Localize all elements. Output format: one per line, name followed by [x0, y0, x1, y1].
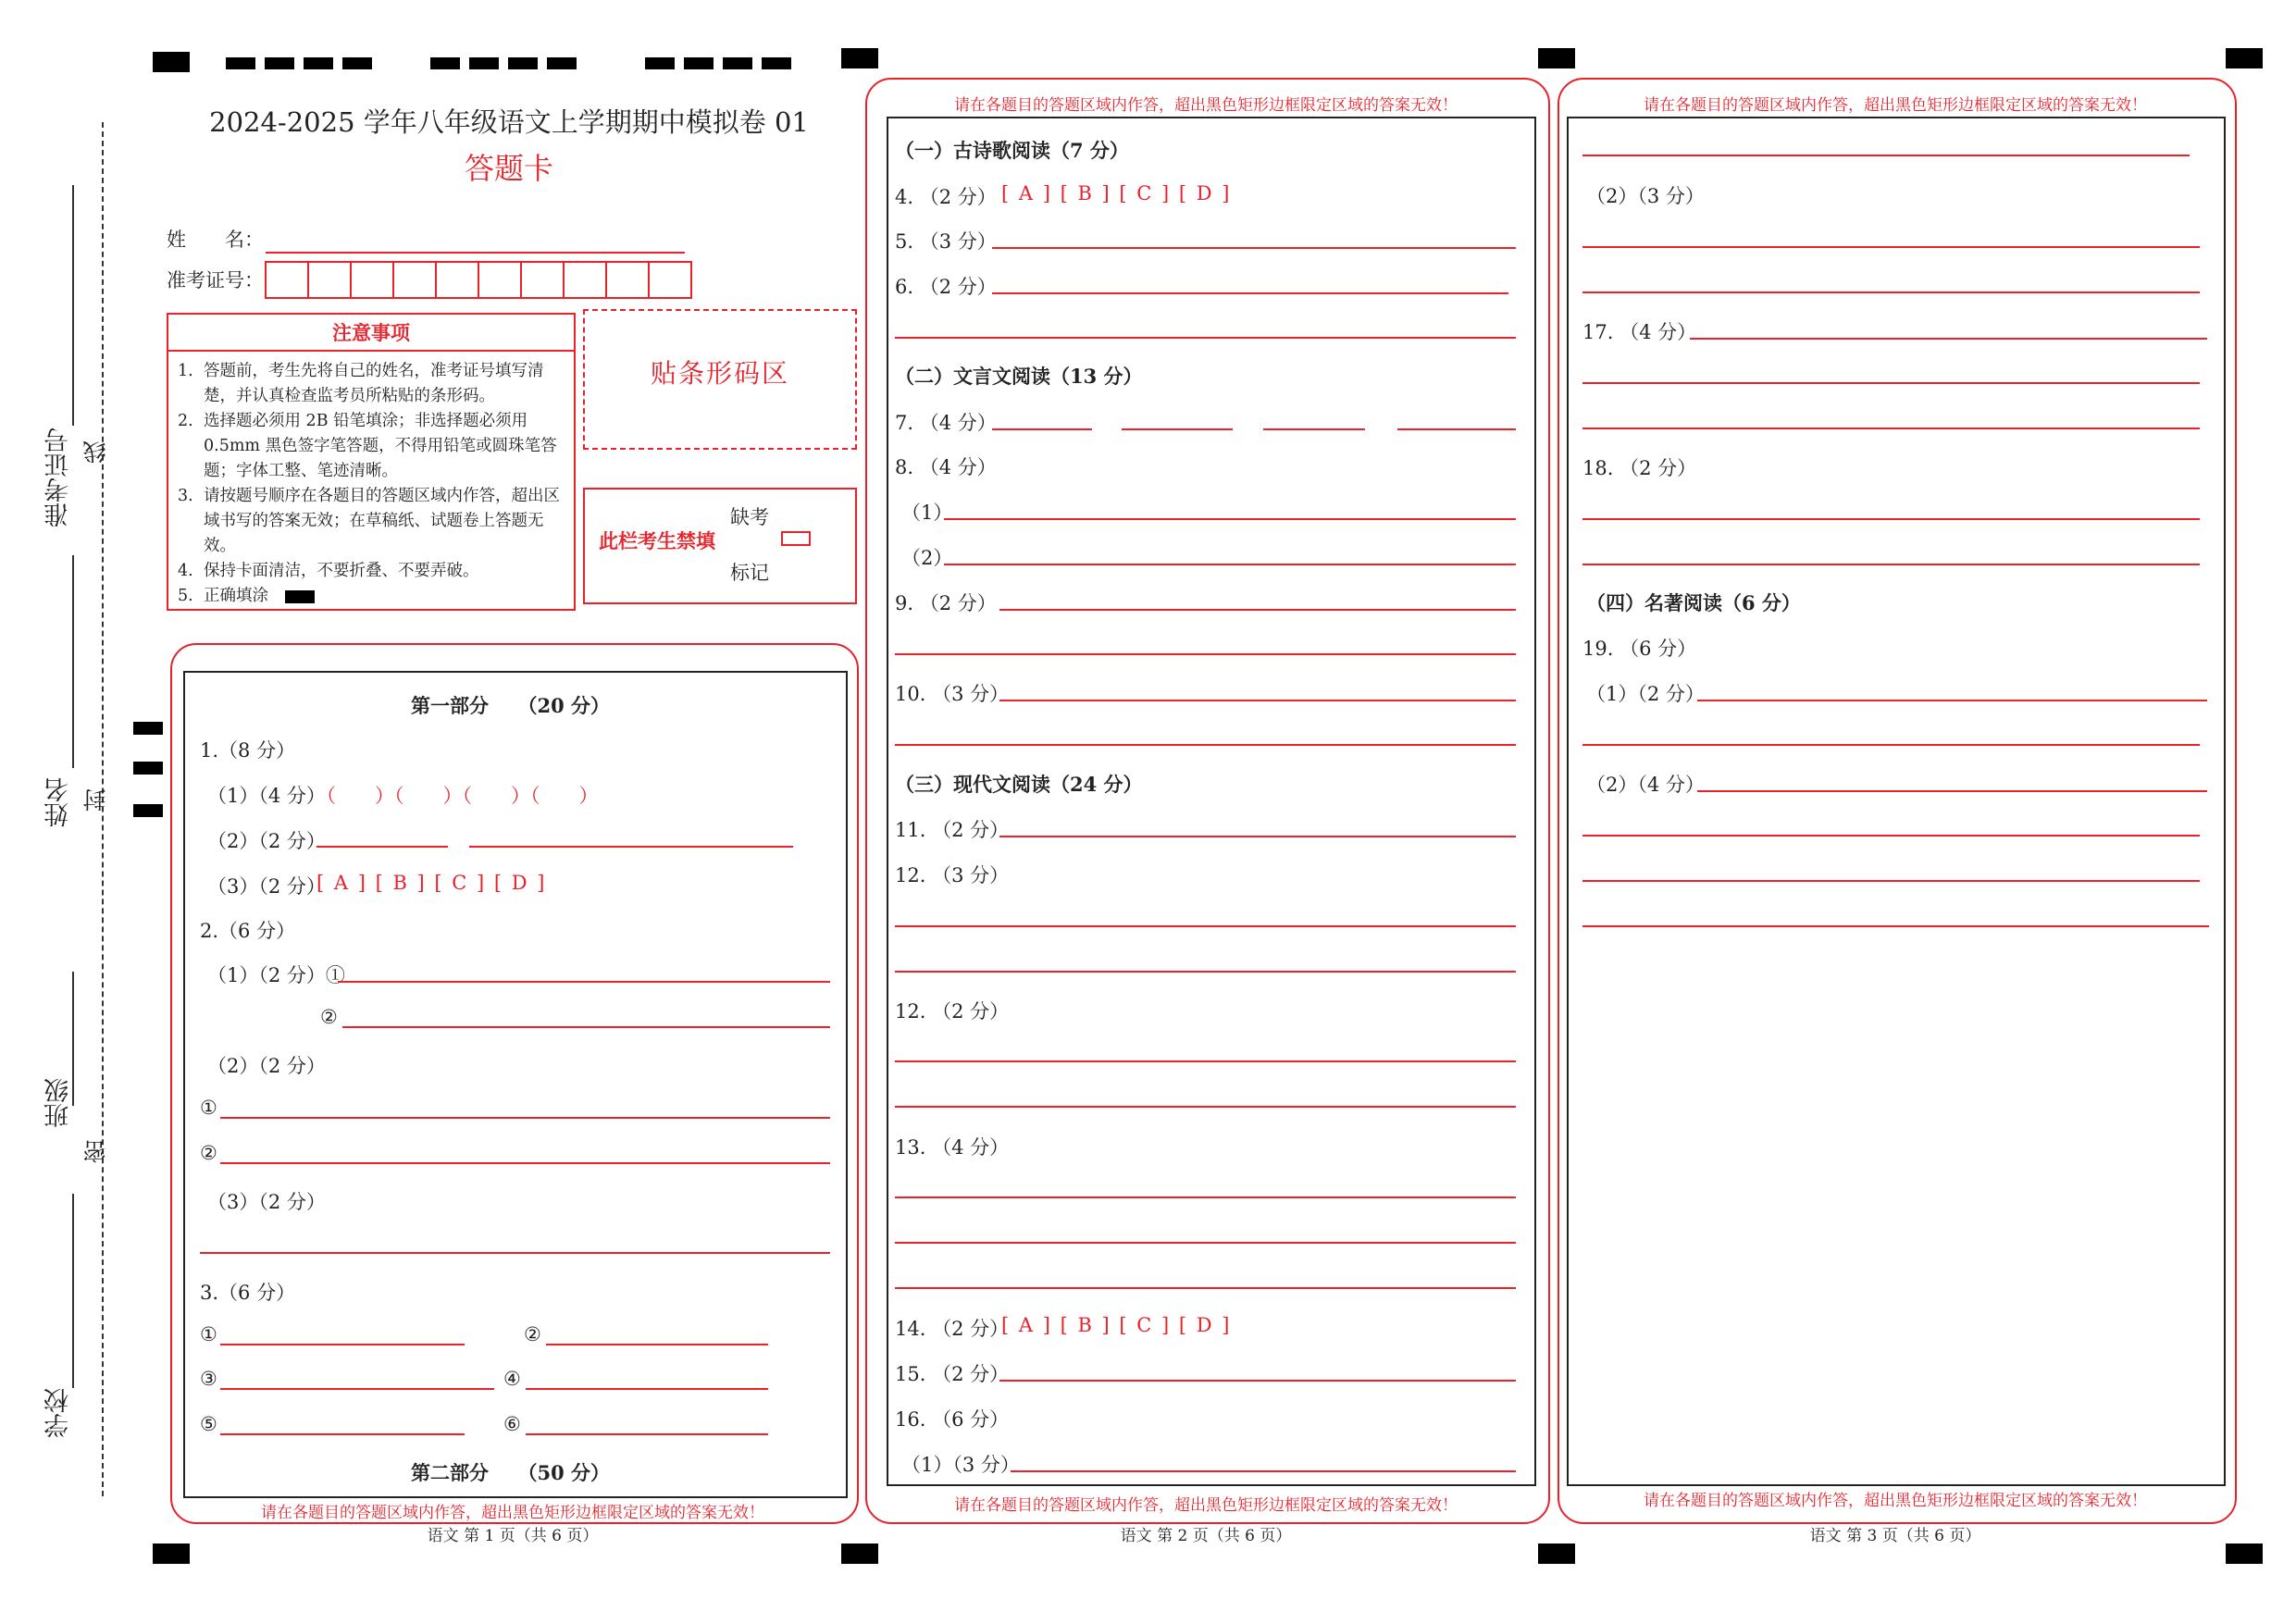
- timing-mark: [1538, 1543, 1575, 1564]
- answer-line[interactable]: [220, 1162, 830, 1164]
- q1-1-bracket-blanks[interactable]: （ ）（ ）（ ）（ ）: [316, 785, 599, 807]
- page1-warning: 请在各题目的答题区域内作答，超出黑色矩形边框限定区域的答案无效！: [261, 1504, 764, 1522]
- exam-id-digit-box[interactable]: [563, 261, 607, 299]
- answer-line[interactable]: [1582, 880, 2200, 882]
- answer-line[interactable]: [895, 653, 1516, 655]
- q3-circle6: ⑥: [503, 1413, 521, 1435]
- notice-item: 1. 答题前，考生先将自己的姓名，准考证号填写清楚，并认真检查监考员所粘贴的条形码。: [178, 362, 544, 405]
- timing-mark: [841, 1543, 878, 1564]
- q1-3-choices[interactable]: [ A ] [ B ] [ C ] [ D ]: [316, 872, 547, 894]
- binding-seal-feng: 封: [82, 788, 109, 812]
- answer-sheet-subtitle: 答题卡: [464, 151, 553, 186]
- answer-line[interactable]: [999, 700, 1516, 701]
- q12a-label: 12. （3 分）: [895, 864, 1010, 886]
- part2-title: 第二部分 （50 分）: [411, 1461, 611, 1484]
- answer-line[interactable]: [999, 836, 1516, 837]
- q3-circle4: ④: [503, 1368, 521, 1390]
- answer-line[interactable]: [220, 1433, 465, 1435]
- absent-mark-box: [583, 488, 857, 604]
- section-3-title: （三）现代文阅读（24 分）: [895, 773, 1143, 796]
- answer-line[interactable]: [895, 1196, 1516, 1198]
- q5-label: 5. （3 分）: [895, 230, 997, 253]
- q2-2-label: （2）（2 分）: [207, 1055, 326, 1077]
- answer-line[interactable]: [1011, 1470, 1516, 1472]
- absent-bubble[interactable]: [781, 531, 811, 546]
- q8-1-label: （1）: [901, 502, 953, 524]
- exam-id-digit-box[interactable]: [307, 261, 352, 299]
- timing-mark: [762, 57, 791, 69]
- q2-2-circle1: ①: [200, 1097, 217, 1119]
- absent-label-top: 缺考: [730, 506, 769, 528]
- timing-mark: [2226, 1543, 2263, 1564]
- timing-mark: [133, 804, 163, 817]
- exam-id-digit-box[interactable]: [520, 261, 565, 299]
- timing-mark: [226, 57, 255, 69]
- answer-line[interactable]: [220, 1388, 494, 1390]
- q16-2-label: （2）（3 分）: [1586, 185, 1705, 207]
- answer-line[interactable]: [469, 846, 793, 848]
- answer-line[interactable]: [1582, 291, 2200, 293]
- answer-line[interactable]: [1582, 925, 2209, 927]
- answer-line[interactable]: [316, 846, 448, 848]
- timing-mark: [645, 57, 675, 69]
- q8-2-label: （2）: [901, 547, 953, 569]
- binding-fill-line: [72, 555, 74, 768]
- name-label: 姓 名：: [167, 229, 264, 251]
- exam-id-label: 准考证号：: [167, 269, 264, 291]
- absent-label-bottom: 标记: [730, 562, 769, 584]
- q1-1-label: （1）（4 分）: [207, 785, 326, 807]
- timing-mark: [2226, 48, 2263, 68]
- filled-bubble-example: [285, 590, 315, 603]
- answer-line[interactable]: [338, 981, 830, 983]
- answer-line[interactable]: [895, 744, 1516, 746]
- answer-line[interactable]: [944, 518, 1516, 520]
- q4-label: 4. （2 分）: [895, 186, 997, 208]
- q1-label: 1.（8 分）: [200, 739, 296, 762]
- exam-id-digit-box[interactable]: [435, 261, 479, 299]
- binding-examid-label: 准考证号: [44, 428, 73, 527]
- page2-answer-frame: [887, 117, 1536, 1486]
- notice-item: 5. 正确填涂: [168, 584, 568, 609]
- q11-label: 11. （2 分）: [895, 819, 1010, 841]
- q18-label: 18. （2 分）: [1582, 457, 1697, 479]
- q3-circle1: ①: [200, 1323, 217, 1345]
- q14-choices[interactable]: [ A ] [ B ] [ C ] [ D ]: [1001, 1314, 1232, 1336]
- answer-line[interactable]: [1397, 428, 1516, 430]
- q16-label: 16. （6 分）: [895, 1408, 1010, 1431]
- answer-line[interactable]: [992, 292, 1508, 294]
- answer-line[interactable]: [1582, 428, 2200, 429]
- exam-id-digit-box[interactable]: [605, 261, 650, 299]
- answer-line[interactable]: [999, 1380, 1516, 1382]
- q10-label: 10. （3 分）: [895, 683, 1010, 705]
- timing-mark: [841, 48, 878, 68]
- q19-2-label: （2）（4 分）: [1586, 774, 1705, 796]
- answer-line[interactable]: [1263, 428, 1365, 430]
- q19-label: 19. （6 分）: [1582, 638, 1697, 660]
- timing-mark: [133, 762, 163, 775]
- page3-warning-bottom: 请在各题目的答题区域内作答，超出黑色矩形边框限定区域的答案无效！: [1644, 1492, 2147, 1510]
- page3-footer: 语文 第 3 页（共 6 页）: [1809, 1527, 1981, 1545]
- notice-title: 注意事项: [168, 315, 574, 352]
- answer-line[interactable]: [1122, 428, 1233, 430]
- exam-id-digit-box[interactable]: [392, 261, 437, 299]
- timing-mark: [133, 722, 163, 735]
- q19-1-label: （1）（2 分）: [1586, 683, 1705, 705]
- timing-mark: [153, 1543, 190, 1564]
- answer-line[interactable]: [526, 1388, 768, 1390]
- answer-line[interactable]: [1697, 790, 2207, 792]
- absent-restriction-label: 此栏考生禁填: [599, 529, 715, 552]
- answer-line[interactable]: [1582, 835, 2200, 837]
- q1-3-label: （3）（2 分）: [207, 875, 326, 898]
- binding-fill-line: [72, 185, 74, 426]
- binding-seal-xian: 线: [82, 440, 109, 464]
- answer-line[interactable]: [546, 1344, 768, 1345]
- part1-title: 第一部分 （20 分）: [411, 694, 611, 717]
- q2-3-label: （3）（2 分）: [207, 1191, 326, 1213]
- answer-line[interactable]: [1582, 564, 2200, 565]
- answer-line[interactable]: [1582, 744, 2200, 746]
- timing-mark: [153, 52, 190, 72]
- timing-mark: [469, 57, 499, 69]
- barcode-label: 贴条形码区: [650, 358, 789, 389]
- answer-line[interactable]: [1697, 700, 2207, 701]
- exam-id-digit-box[interactable]: [478, 261, 522, 299]
- binding-fill-line: [72, 1194, 74, 1388]
- answer-line[interactable]: [1582, 518, 2200, 520]
- exam-id-digit-box[interactable]: [648, 261, 692, 299]
- q2-label: 2.（6 分）: [200, 920, 296, 942]
- exam-id-digit-box[interactable]: [350, 261, 394, 299]
- q3-circle2: ②: [524, 1323, 541, 1345]
- timing-mark: [1538, 48, 1575, 68]
- barcode-area: [583, 309, 857, 450]
- exam-id-digit-box[interactable]: [265, 261, 309, 299]
- q4-choices[interactable]: [ A ] [ B ] [ C ] [ D ]: [1001, 182, 1232, 205]
- answer-line[interactable]: [1690, 338, 2207, 340]
- timing-mark: [430, 57, 460, 69]
- timing-mark: [547, 57, 577, 69]
- answer-line[interactable]: [999, 609, 1516, 611]
- answer-line[interactable]: [992, 428, 1092, 430]
- notice-item: 2. 选择题必须用 2B 铅笔填涂；非选择题必须用 0.5mm 黑色签字笔答题，不得用铅笔或圆珠笔答题；字体工整、笔迹清晰。: [178, 412, 557, 480]
- q2-1-circle2: ②: [320, 1006, 338, 1028]
- timing-mark: [684, 57, 714, 69]
- q6-label: 6. （2 分）: [895, 276, 997, 298]
- timing-mark: [723, 57, 752, 69]
- binding-seal-mi: 密: [82, 1140, 109, 1163]
- section-4-title: （四）名著阅读（6 分）: [1586, 591, 1801, 614]
- answer-line[interactable]: [1582, 382, 2200, 384]
- answer-line[interactable]: [895, 1287, 1516, 1289]
- name-input-line[interactable]: [266, 252, 685, 254]
- page3-warning-top: 请在各题目的答题区域内作答，超出黑色矩形边框限定区域的答案无效！: [1644, 96, 2147, 115]
- q2-1-label: （1）（2 分）①: [207, 964, 345, 986]
- answer-line[interactable]: [895, 925, 1516, 927]
- timing-mark: [265, 57, 294, 69]
- q8-label: 8. （4 分）: [895, 456, 997, 478]
- page1-footer: 语文 第 1 页（共 6 页）: [427, 1527, 599, 1545]
- q13-label: 13. （4 分）: [895, 1136, 1010, 1159]
- timing-mark: [342, 57, 372, 69]
- answer-line[interactable]: [895, 337, 1516, 339]
- q15-label: 15. （2 分）: [895, 1363, 1010, 1385]
- q12b-label: 12. （2 分）: [895, 1000, 1010, 1023]
- notice-box: [167, 313, 576, 611]
- notice-item: 4. 保持卡面清洁，不要折叠、不要弄破。: [178, 562, 479, 580]
- q3-label: 3.（6 分）: [200, 1282, 296, 1304]
- q14-label: 14. （2 分）: [895, 1318, 1010, 1340]
- binding-school-label: 学校: [44, 1388, 73, 1438]
- page2-warning-top: 请在各题目的答题区域内作答，超出黑色矩形边框限定区域的答案无效！: [954, 96, 1458, 115]
- section-2-title: （二）文言文阅读（13 分）: [895, 365, 1143, 388]
- answer-line[interactable]: [1582, 155, 2190, 156]
- page2-footer: 语文 第 2 页（共 6 页）: [1120, 1527, 1292, 1545]
- answer-line[interactable]: [992, 247, 1516, 249]
- notice-item: 3. 请按题号顺序在各题目的答题区域内作答，超出区域书写的答案无效；在草稿纸、试题卷上答题无效。: [178, 487, 560, 555]
- answer-line[interactable]: [895, 1106, 1516, 1108]
- answer-line[interactable]: [220, 1117, 830, 1119]
- timing-mark: [508, 57, 538, 69]
- answer-line[interactable]: [895, 1242, 1516, 1244]
- page2-warning-bottom: 请在各题目的答题区域内作答，超出黑色矩形边框限定区域的答案无效！: [954, 1496, 1458, 1515]
- binding-name-label: 姓名: [44, 777, 73, 827]
- binding-class-label: 班级: [44, 1078, 73, 1128]
- q2-2-circle2: ②: [200, 1142, 217, 1164]
- answer-line[interactable]: [895, 971, 1516, 973]
- q3-circle3: ③: [200, 1368, 217, 1390]
- answer-line[interactable]: [526, 1433, 768, 1435]
- q16-1-label: （1）（3 分）: [901, 1454, 1020, 1476]
- answer-line[interactable]: [895, 1060, 1516, 1062]
- answer-line[interactable]: [200, 1252, 830, 1254]
- q7-label: 7. （4 分）: [895, 412, 997, 434]
- exam-id-boxes[interactable]: [265, 261, 690, 299]
- answer-line[interactable]: [342, 1026, 830, 1028]
- answer-line[interactable]: [1582, 246, 2200, 248]
- q3-circle5: ⑤: [200, 1413, 217, 1435]
- answer-line[interactable]: [944, 564, 1516, 565]
- answer-line[interactable]: [220, 1344, 465, 1345]
- q17-label: 17. （4 分）: [1582, 321, 1697, 343]
- exam-title: 2024-2025 学年八年级语文上学期期中模拟卷 01: [209, 106, 809, 138]
- q9-label: 9. （2 分）: [895, 592, 997, 614]
- q1-2-label: （2）（2 分）: [207, 830, 326, 852]
- timing-mark: [304, 57, 333, 69]
- section-1-title: （一）古诗歌阅读（7 分）: [895, 139, 1129, 162]
